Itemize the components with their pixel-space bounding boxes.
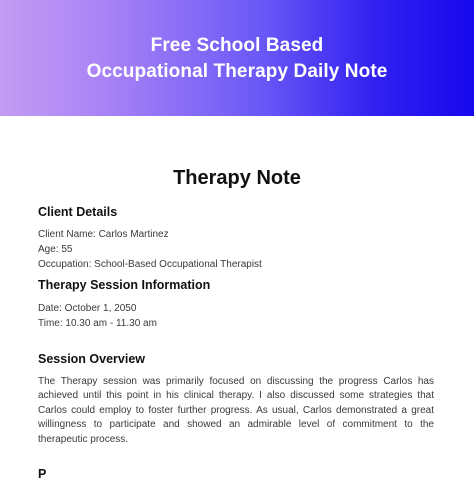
banner-title-line-2: Occupational Therapy Daily Note: [86, 61, 388, 82]
session-time-line: Time: 10.30 am - 11.30 am: [38, 318, 157, 329]
document-title: Therapy Note: [173, 167, 301, 189]
template-banner: [0, 0, 474, 116]
next-section-heading-partial: P: [38, 467, 47, 481]
client-age-line: Age: 55: [38, 244, 73, 255]
banner-title-line-1: Free School Based: [150, 35, 324, 56]
document-page: [0, 116, 474, 481]
client-details-heading: Client Details: [38, 205, 118, 219]
session-info-heading: Therapy Session Information: [38, 278, 211, 292]
client-occupation-line: Occupation: School-Based Occupational Therapist: [38, 259, 262, 270]
session-overview-heading: Session Overview: [38, 352, 146, 366]
client-name-line: Client Name: Carlos Martinez: [38, 229, 169, 240]
session-date-line: Date: October 1, 2050: [38, 303, 137, 314]
session-overview-paragraph: The Therapy session was primarily focused on discussing the progress Carlos has achieved until this point in his clinical therapy. I also discussed some strategies that Carlos could employ to foster further progress. As usual, Carlos demonstrated a great willingness to participate and showed an admirable level of commitment to the therapeutic process.: [38, 376, 434, 445]
